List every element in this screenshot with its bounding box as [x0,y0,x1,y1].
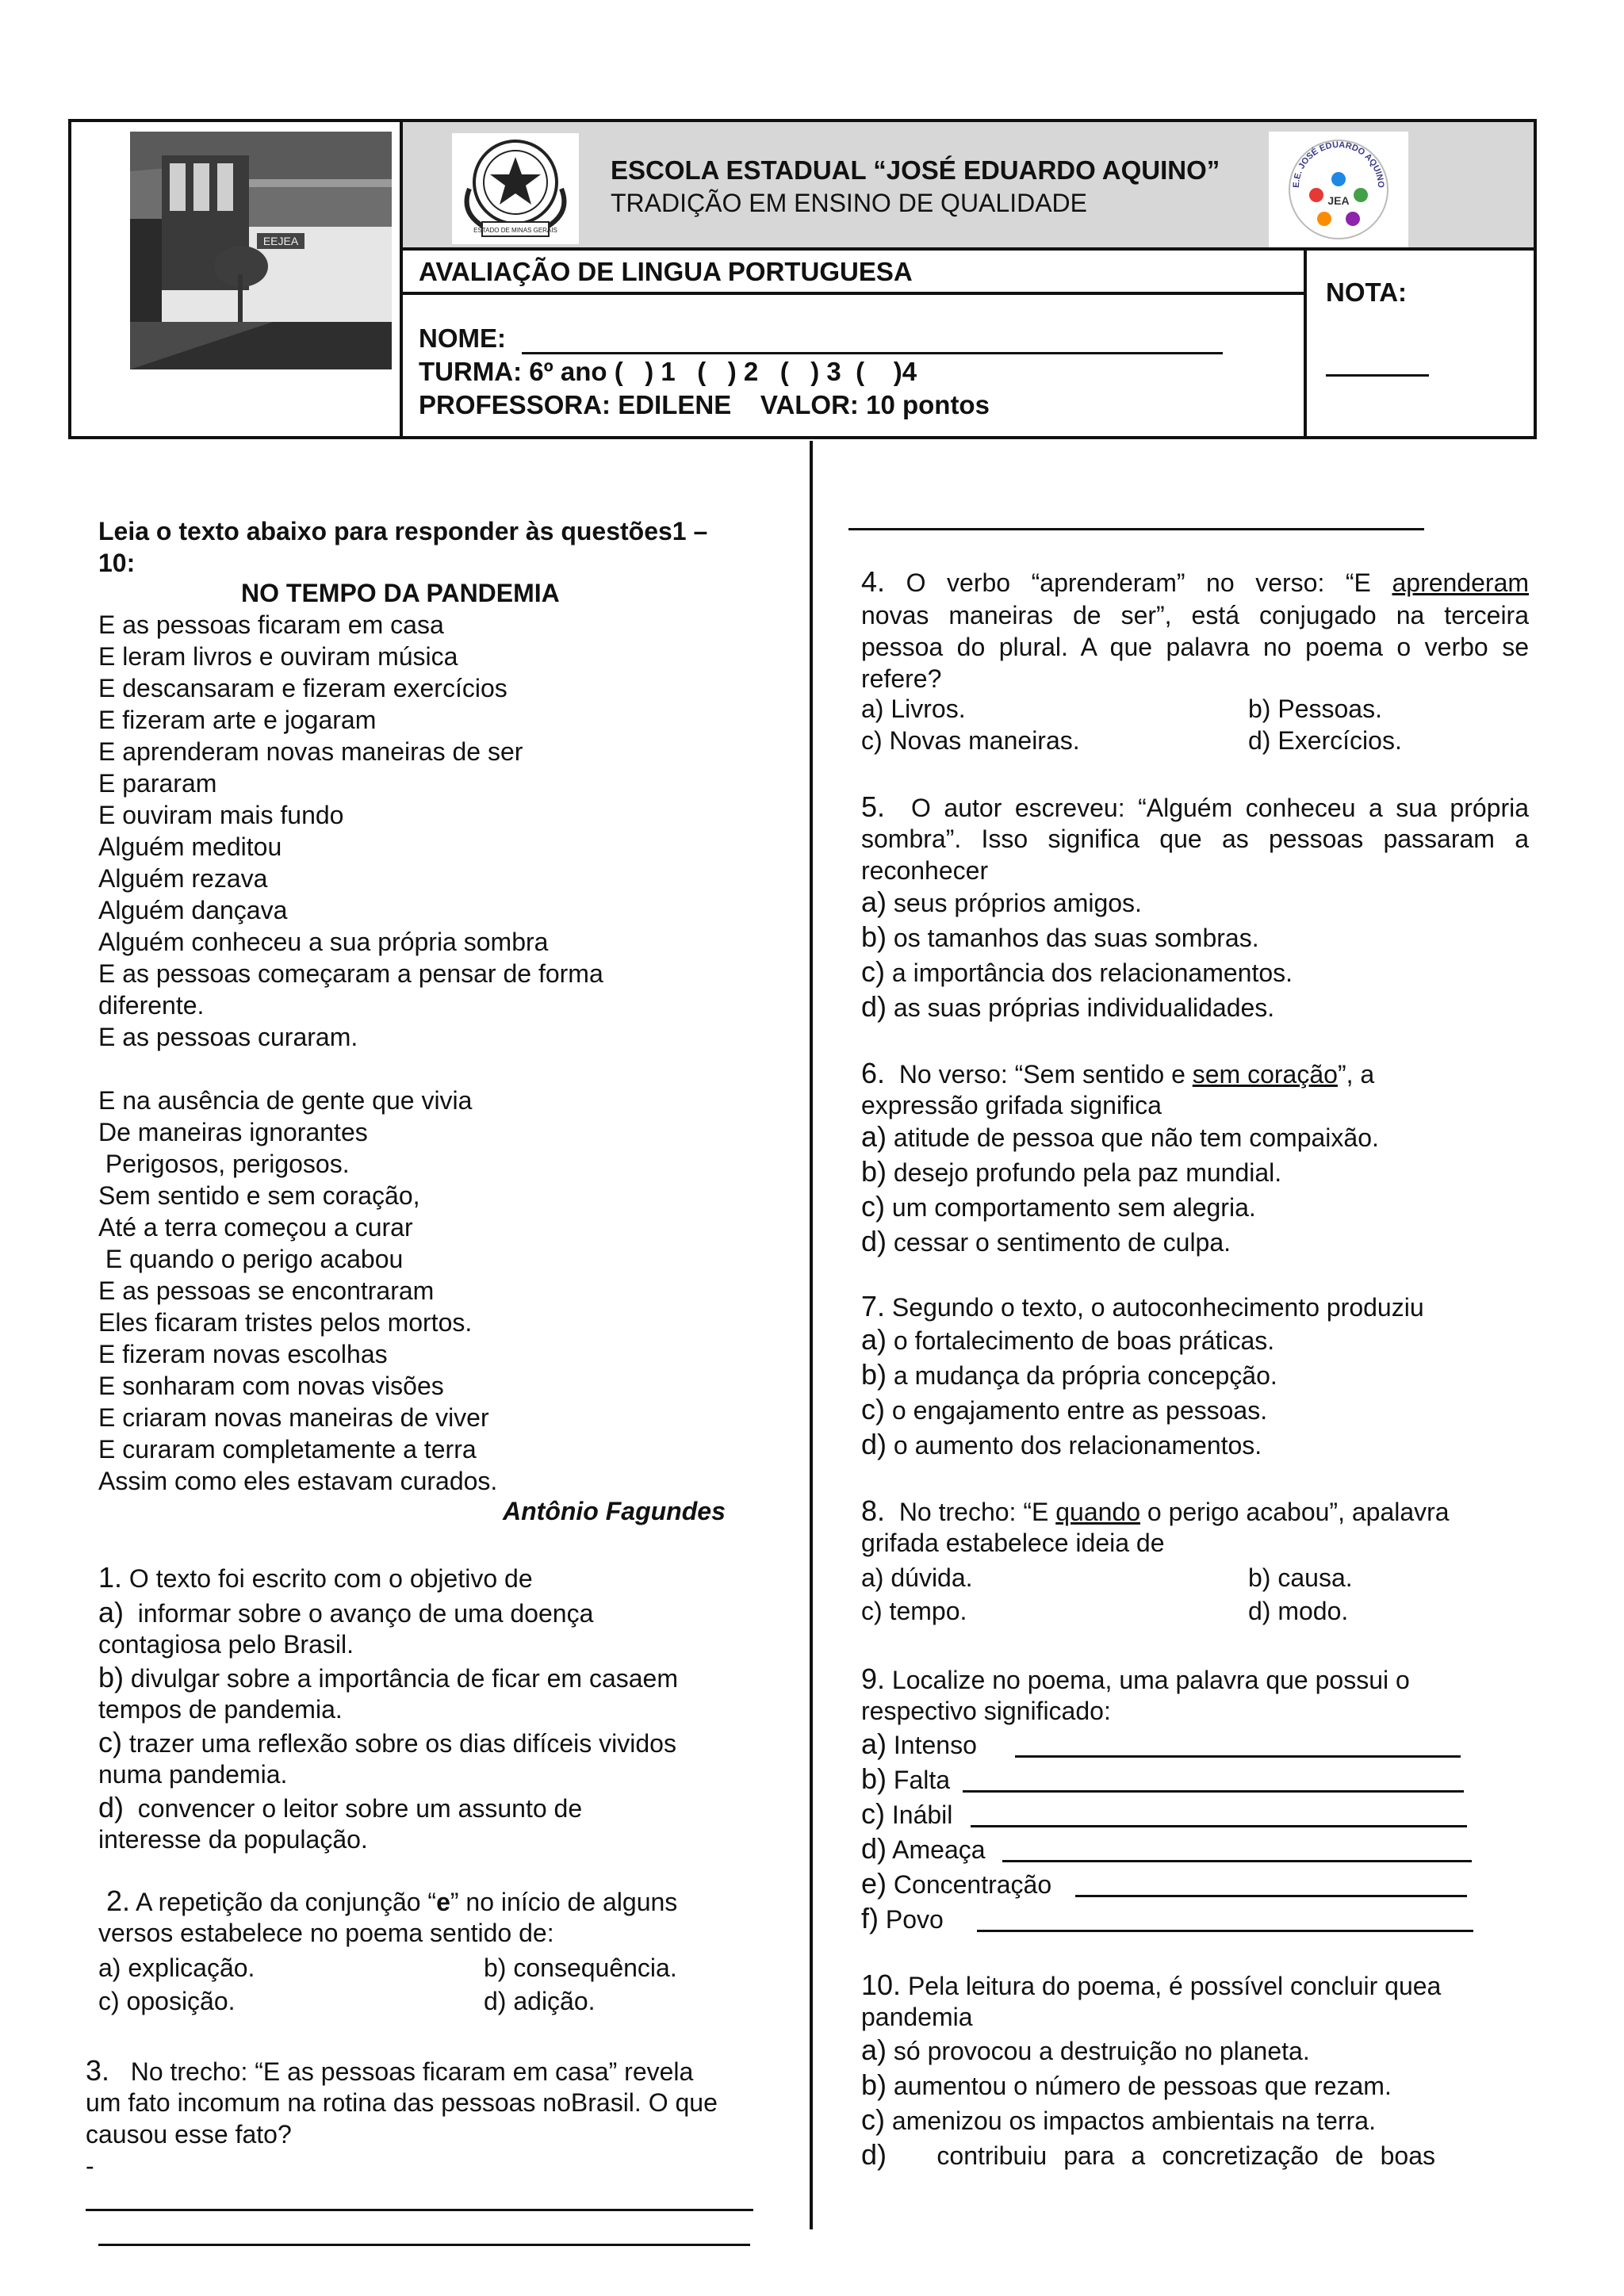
underlined-phrase: sem coração [1192,1060,1338,1089]
option-8c[interactable]: c) tempo. [861,1597,967,1625]
option-letter: b) [861,2068,887,2101]
option-letter: a) [98,1596,124,1628]
item-9f [861,1903,944,1935]
poem-author: Antônio Fagundes [503,1497,726,1525]
poem-line: Perigosos, perigosos. [98,1150,350,1178]
option-1b[interactable] [98,1662,678,1694]
poem-line: Alguém conheceu a sua própria sombra [98,928,549,956]
question-9-line2: respectivo significado: [861,1697,1111,1725]
instructions-cont: 10: [98,549,136,577]
option-letter: d) [861,1225,887,1257]
option-letter: a) [861,886,887,918]
question-2-cont: versos estabelece no poema sentido de: [98,1919,554,1947]
question-number: 1. [98,1561,123,1594]
school-name: ESCOLA ESTADUAL “JOSÉ EDUARDO AQUINO” [611,155,1220,185]
option-text: o engajamento entre as pessoas. [891,1396,1268,1425]
option-7a[interactable] [861,1324,1274,1357]
poem-line: E fizeram arte e jogaram [98,706,377,734]
evaluation-title: AVALIAÇÃO DE LINGUA PORTUGUESA [419,257,913,286]
option-2d[interactable]: d) adição. [484,1987,596,2015]
option-text: informar sobre o avanço de uma doença [137,1599,594,1628]
question-number: 5. [861,790,886,823]
option-2c[interactable]: c) oposição. [98,1987,236,2015]
option-8a[interactable]: a) dúvida. [861,1563,973,1592]
option-5a[interactable] [861,886,1142,919]
option-text: Intenso [893,1731,977,1759]
option-letter: f) [861,1902,879,1934]
question-3-line3: causou esse fato? [86,2120,292,2149]
question-4-line4: refere? [861,664,942,693]
item-9b [861,1763,950,1796]
poem-line: E descansaram e fizeram exercícios [98,674,508,702]
question-10-line2: pandemia [861,2003,973,2031]
exam-header [68,119,1537,439]
question-3 [86,2055,693,2087]
name-field[interactable] [522,352,1223,354]
question-4 [861,566,1529,599]
option-letter: c) [98,1726,122,1758]
option-text: os tamanhos das suas sombras. [893,924,1259,952]
poem-line: E as pessoas se encontraram [98,1276,435,1305]
option-letter: b) [98,1661,124,1693]
question-stem: No trecho: “E as pessoas ficaram em casa” revela [130,2057,694,2086]
header-right [403,122,1534,436]
option-text: um comportamento sem alegria. [891,1193,1256,1222]
option-6c[interactable] [861,1191,1256,1223]
grade-field[interactable] [1326,374,1429,377]
option-4b[interactable]: b) Pessoas. [1248,695,1382,723]
item-9a [861,1728,977,1761]
question-stem: Segundo o texto, o autoconhecimento produziu [891,1293,1424,1322]
question-number: 4. [861,565,886,598]
column-divider [810,441,813,2229]
option-10b[interactable] [861,2069,1392,2102]
option-10a[interactable] [861,2034,1310,2067]
answer-line[interactable] [1075,1895,1467,1897]
class-options[interactable]: TURMA: 6º ano ( ) 1 ( ) 2 ( ) 3 ( )4 [419,357,917,386]
option-text: trazer uma reflexão sobre os dias difíceis vividos [128,1729,676,1758]
question-number: 7. [861,1290,886,1322]
poem-line: E pararam [98,769,217,798]
name-label: NOME: [419,323,506,353]
poem-line: Eles ficaram tristes pelos mortos. [98,1308,473,1337]
question-5 [861,791,1529,824]
question-1 [98,1562,533,1594]
question-5-line3: reconhecer [861,856,989,885]
option-letter: c) [861,1393,885,1425]
poem-line: E aprenderam novas maneiras de ser [98,737,523,766]
option-1d-cont: interesse da população. [98,1825,368,1854]
poem-line: E as pessoas ficaram em casa [98,610,444,639]
poem-line: E sonharam com novas visões [98,1372,444,1400]
answer-line[interactable] [98,2244,750,2246]
question-stem: No verso: “Sem sentido e [898,1060,1193,1089]
underlined-word: quando [1055,1498,1140,1526]
option-text: contribuiu para a concretização de boas [936,2141,1436,2170]
poem-title: NO TEMPO DA PANDEMIA [241,579,560,607]
question-6-line2: expressão grifada significa [861,1091,1162,1119]
option-8b[interactable]: b) causa. [1248,1563,1353,1592]
answer-line[interactable] [848,528,1424,530]
option-text: só provocou a destruição no planeta. [893,2037,1310,2065]
answer-line[interactable] [963,1790,1464,1793]
question-3-line2: um fato incomum na rotina das pessoas noBrasil. O que [86,2088,718,2117]
option-letter: a) [861,2034,887,2066]
option-text: atitude de pessoa que não tem compaixão. [893,1123,1379,1152]
question-stem: O verbo “aprenderam” no verso: “E [906,568,1392,597]
option-letter: d) [861,1428,887,1460]
question-stem: O texto foi escrito com o objetivo de [128,1564,533,1593]
school-photo [130,132,392,369]
question-number: 9. [861,1663,886,1695]
option-letter: a) [861,1728,887,1760]
option-letter: b) [861,1155,887,1188]
poem-line: Alguém dançava [98,896,288,924]
option-text: a importância dos relacionamentos. [891,959,1293,987]
option-text: o aumento dos relacionamentos. [893,1431,1262,1460]
option-2a[interactable]: a) explicação. [98,1954,255,1982]
item-9c [861,1798,952,1831]
poem-line: Até a terra começou a curar [98,1213,413,1242]
poem-line: E criaram novas maneiras de viver [98,1403,489,1432]
question-8 [861,1495,1450,1528]
title-divider [403,292,1304,295]
poem-line: E ouviram mais fundo [98,801,344,829]
logo-abbrev: JEA [1327,194,1350,207]
option-7c[interactable] [861,1394,1267,1426]
question-stem: Localize no poema, uma palavra que possui o [891,1666,1410,1694]
option-1c[interactable] [98,1727,676,1759]
photo-sign-text: EEJEA [262,235,299,247]
poem-line: Assim como eles estavam curados. [98,1467,498,1495]
option-8d[interactable]: d) modo. [1248,1597,1349,1625]
question-number: 8. [861,1494,886,1527]
question-stem-end: ”, a [1337,1060,1375,1089]
option-letter: d) [861,2138,887,2171]
poem-line: E quando o perigo acabou [98,1245,404,1273]
option-1a[interactable] [98,1597,593,1629]
option-letter: a) [861,1323,887,1356]
poem-line: E na ausência de gente que vivia [98,1086,473,1115]
option-text: Falta [893,1766,951,1794]
option-6b[interactable] [861,1156,1281,1188]
option-text: Inábil [891,1800,953,1829]
question-6 [861,1058,1374,1090]
option-letter: a) [861,1120,887,1153]
option-1a-cont: contagiosa pelo Brasil. [98,1630,354,1659]
poem-line: E as pessoas começaram a pensar de forma [98,959,603,988]
item-9d [861,1833,986,1866]
question-stem-end: ” no início de alguns [450,1888,678,1916]
question-stem: O autor escreveu: “Alguém conheceu a sua própria [911,794,1530,822]
poem-line: E fizeram novas escolhas [98,1340,388,1368]
answer-dash: - [86,2152,94,2180]
option-text: seus próprios amigos. [893,889,1142,917]
option-5b[interactable] [861,921,1259,954]
option-4c[interactable]: c) Novas maneiras. [861,726,1080,755]
poem-line: Alguém meditou [98,832,282,861]
option-letter: c) [861,955,885,988]
option-5d[interactable] [861,991,1274,1024]
question-2 [106,1885,677,1918]
option-1b-cont: tempos de pandemia. [98,1695,343,1724]
option-letter: b) [861,920,887,953]
option-text: a mudança da própria concepção. [893,1361,1277,1390]
answer-line[interactable] [1015,1755,1461,1758]
highlighted-word: e [436,1888,450,1916]
question-7 [861,1291,1424,1323]
instructions: Leia o texto abaixo para responder às questões1 – [98,517,708,545]
option-letter: c) [861,1190,885,1223]
poem-line: Alguém rezava [98,864,268,893]
question-stem-end: o perigo acabou”, apalavra [1140,1498,1450,1526]
question-8-line2: grifada estabelece ideia de [861,1529,1165,1557]
question-number: 3. [86,2054,110,2087]
school-motto: TRADIÇÃO EM ENSINO DE QUALIDADE [611,189,1087,217]
school-banner [403,122,1534,251]
student-info-area [403,251,1307,436]
poem-line: diferente. [98,991,205,1020]
option-1c-cont: numa pandemia. [98,1760,288,1789]
question-4-line3: pessoa do plural. A que palavra no poema o verbo se [861,633,1529,661]
option-letter: d) [861,1832,887,1865]
option-text: desejo profundo pela paz mundial. [893,1158,1282,1187]
option-text: convencer o leitor sobre um assunto de [137,1794,583,1823]
option-letter: d) [98,1791,124,1823]
option-text: Concentração [893,1870,1052,1899]
school-photo-cell [71,122,403,436]
poem-line: Sem sentido e sem coração, [98,1181,420,1210]
option-1d[interactable] [98,1792,582,1824]
question-number: 2. [106,1885,131,1917]
answer-line[interactable] [971,1825,1467,1827]
option-text: as suas próprias individualidades. [893,993,1275,1022]
question-4-line2: novas maneiras de ser”, está conjugado na terceira [861,601,1529,629]
option-7d[interactable] [861,1429,1262,1461]
option-6a[interactable] [861,1121,1379,1154]
option-10c[interactable] [861,2104,1376,2137]
option-6d[interactable] [861,1226,1231,1258]
grade-label: NOTA: [1326,277,1408,307]
option-letter: e) [861,1867,887,1900]
option-letter: b) [861,1358,887,1391]
option-letter: c) [861,1797,885,1830]
poem-line: De maneiras ignorantes [98,1118,368,1146]
question-9 [861,1663,1410,1696]
answer-line[interactable] [1002,1860,1472,1862]
state-crest-icon [452,133,579,244]
teacher-value-line: PROFESSORA: EDILENE VALOR: 10 pontos [419,390,990,419]
question-stem: No trecho: “E [898,1498,1056,1526]
option-letter: d) [861,990,887,1023]
option-7b[interactable] [861,1359,1277,1391]
poem-line: E curaram completamente a terra [98,1435,477,1464]
answer-line[interactable] [977,1930,1473,1932]
question-stem: A repetição da conjunção “ [136,1888,437,1916]
option-letter: b) [861,1762,887,1795]
question-number: 6. [861,1057,886,1089]
option-4d[interactable]: d) Exercícios. [1248,726,1402,755]
underlined-word: aprenderam [1392,568,1530,597]
answer-line[interactable] [86,2209,753,2211]
option-10d[interactable] [861,2139,1435,2172]
question-10 [861,1969,1441,2002]
logo-arc-text: E.E. JOSÉ EDUARDO AQUINO [1291,140,1386,189]
question-number: 10. [861,1969,902,2001]
crest-caption: ESTADO DE MINAS GERAIS [473,227,557,234]
option-text: Povo [885,1905,944,1934]
option-text: Ameaça [892,1835,986,1864]
option-4a[interactable]: a) Livros. [861,695,966,723]
option-5c[interactable] [861,956,1293,989]
option-letter: c) [861,2103,885,2136]
option-text: amenizou os impactos ambientais na terra. [891,2107,1376,2135]
item-9e [861,1868,1051,1900]
option-2b[interactable]: b) consequência. [484,1954,677,1982]
question-stem: Pela leitura do poema, é possível concluir quea [907,1972,1442,2000]
poem-line: E as pessoas curaram. [98,1023,358,1051]
option-text: aumentou o número de pessoas que rezam. [893,2072,1392,2100]
option-text: divulgar sobre a importância de ficar em casaem [130,1664,678,1693]
jea-logo-icon [1269,132,1408,247]
poem-line: E leram livros e ouviram música [98,642,458,671]
option-text: o fortalecimento de boas práticas. [893,1326,1275,1355]
question-5-line2: sombra”. Isso significa que as pessoas passaram a [861,825,1529,853]
option-text: cessar o sentimento de culpa. [893,1228,1231,1257]
